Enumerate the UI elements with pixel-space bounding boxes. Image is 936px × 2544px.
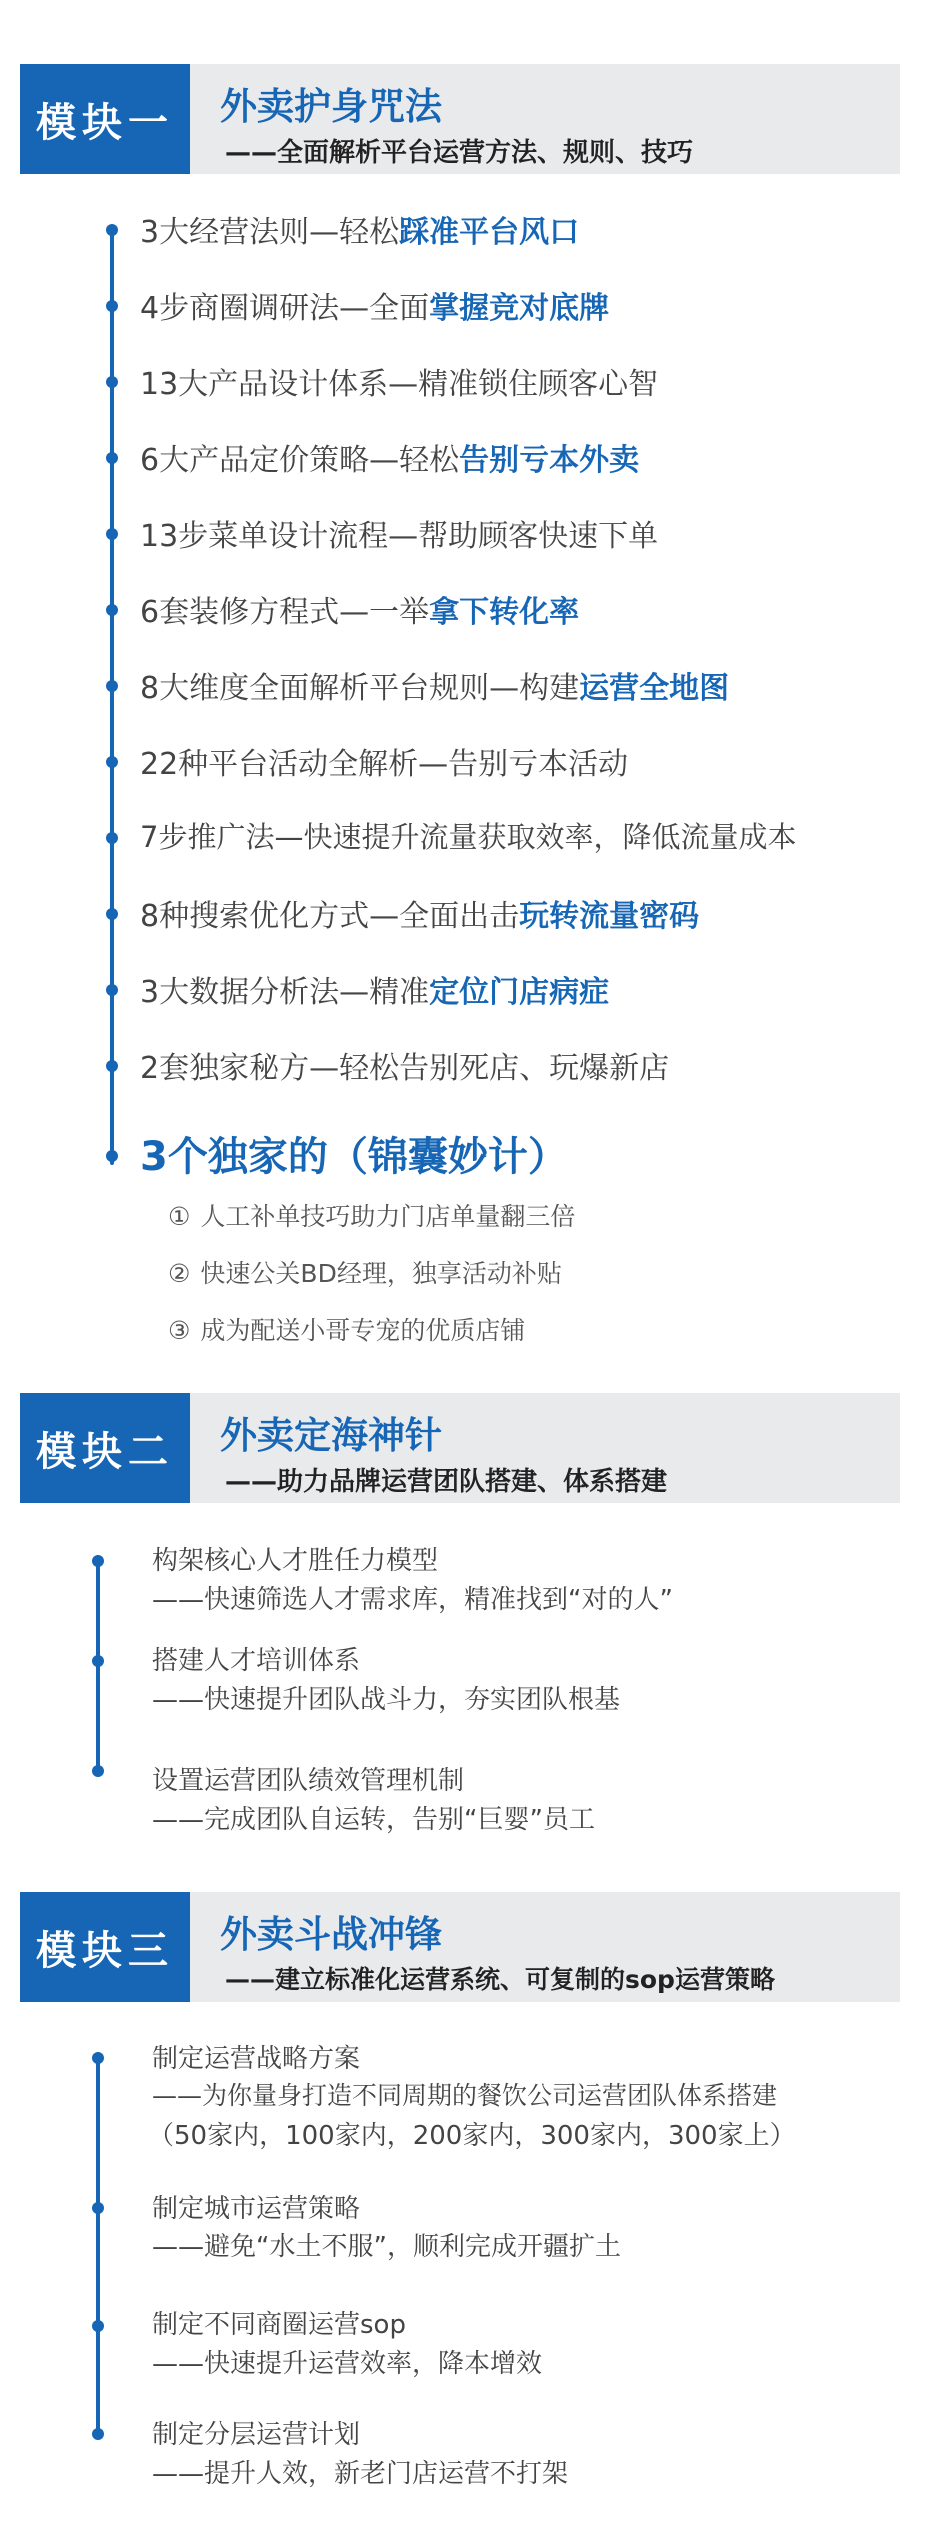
module-1-subtitle: ——全面解析平台运营方法、规则、技巧 xyxy=(225,138,694,168)
timeline-dot xyxy=(92,1555,104,1567)
entry-desc: ——为你量身打造不同周期的餐饮公司运营团队体系搭建 xyxy=(152,2081,778,2110)
timeline-dot xyxy=(106,300,118,312)
list-item: 13步菜单设计流程—帮助顾客快速下单 xyxy=(140,519,659,554)
list-item: 3大经营法则—轻松踩准平台风口 xyxy=(140,215,580,250)
entry-title: 搭建人才培训体系 xyxy=(152,1646,361,1676)
list-item: 6套装修方程式—一举拿下转化率 xyxy=(140,595,580,630)
timeline-dot xyxy=(106,832,118,844)
module-1-title: 外卖护身咒法 xyxy=(220,85,442,128)
entry-title: 制定运营战略方案 xyxy=(152,2044,361,2074)
entry-title: 设置运营团队绩效管理机制 xyxy=(152,1766,465,1796)
module-1-badge: 模块一 xyxy=(20,64,190,174)
module-2-title: 外卖定海神针 xyxy=(220,1414,442,1457)
list-item: 4步商圈调研法—全面掌握竞对底牌 xyxy=(140,291,610,326)
timeline-dot xyxy=(92,2320,104,2332)
module-1-header xyxy=(20,64,900,174)
module-3-subtitle: ——建立标准化运营系统、可复制的sop运营策略 xyxy=(225,1965,775,1994)
module-3-timeline xyxy=(96,2052,100,2432)
timeline-dot xyxy=(106,376,118,388)
entry-title: 制定分层运营计划 xyxy=(152,2420,361,2450)
module-1-timeline xyxy=(110,225,114,1165)
entry-desc: ——快速提升团队战斗力，夯实团队根基 xyxy=(152,1685,621,1715)
entry-desc: ——避免“水土不服”，顺利完成开疆扩土 xyxy=(152,2232,621,2262)
module-3-header xyxy=(20,1892,900,2002)
timeline-dot xyxy=(92,2052,104,2064)
list-item: 2套独家秘方—轻松告别死店、玩爆新店 xyxy=(140,1051,670,1086)
list-item: 3大数据分析法—精准定位门店病症 xyxy=(140,975,610,1010)
timeline-dot xyxy=(106,1150,118,1162)
list-item: 22种平台活动全解析—告别亏本活动 xyxy=(140,747,629,782)
entry-title: 制定不同商圈运营sop xyxy=(152,2310,406,2340)
module-2-subtitle: ——助力品牌运营团队搭建、体系搭建 xyxy=(225,1467,668,1497)
entry-title: 制定城市运营策略 xyxy=(152,2194,361,2224)
module-2-header xyxy=(20,1393,900,1503)
list-item: 8大维度全面解析平台规则—构建运营全地图 xyxy=(140,671,730,706)
timeline-dot xyxy=(106,1060,118,1072)
timeline-dot xyxy=(106,680,118,692)
sub-list-item: ① 人工补单技巧助力门店单量翻三倍 xyxy=(168,1202,576,1231)
timeline-dot xyxy=(92,2428,104,2440)
sub-list-item: ② 快速公关BD经理，独享活动补贴 xyxy=(168,1259,562,1288)
big-list-item: 3个独家的（锦囊妙计） xyxy=(140,1134,568,1180)
entry-desc: ——提升人效，新老门店运营不打架 xyxy=(152,2459,569,2489)
entry-desc: ——快速筛选人才需求库，精准找到“对的人” xyxy=(152,1585,673,1615)
list-item: 13大产品设计体系—精准锁住顾客心智 xyxy=(140,367,659,402)
timeline-dot xyxy=(106,908,118,920)
module-3-badge: 模块三 xyxy=(20,1892,190,2002)
entry-desc: ——快速提升运营效率，降本增效 xyxy=(152,2349,543,2379)
list-item: 6大产品定价策略—轻松告别亏本外卖 xyxy=(140,443,640,478)
timeline-dot xyxy=(106,528,118,540)
timeline-dot xyxy=(106,984,118,996)
timeline-dot xyxy=(106,756,118,768)
timeline-dot xyxy=(92,2202,104,2214)
module-3-title: 外卖斗战冲锋 xyxy=(220,1913,442,1956)
entry-desc-extra: （50家内，100家内，200家内，300家内，300家上） xyxy=(148,2121,796,2151)
list-item: 8种搜索优化方式—全面出击玩转流量密码 xyxy=(140,899,700,934)
timeline-dot xyxy=(106,452,118,464)
timeline-dot xyxy=(92,1655,104,1667)
timeline-dot xyxy=(106,224,118,236)
timeline-dot xyxy=(106,604,118,616)
timeline-dot xyxy=(92,1765,104,1777)
entry-desc: ——完成团队自运转，告别“巨婴”员工 xyxy=(152,1805,595,1835)
sub-list-item: ③ 成为配送小哥专宠的优质店铺 xyxy=(168,1316,526,1345)
entry-title: 构架核心人才胜任力模型 xyxy=(152,1546,439,1576)
module-2-badge: 模块二 xyxy=(20,1393,190,1503)
list-item: 7步推广法—快速提升流量获取效率，降低流量成本 xyxy=(140,820,797,854)
